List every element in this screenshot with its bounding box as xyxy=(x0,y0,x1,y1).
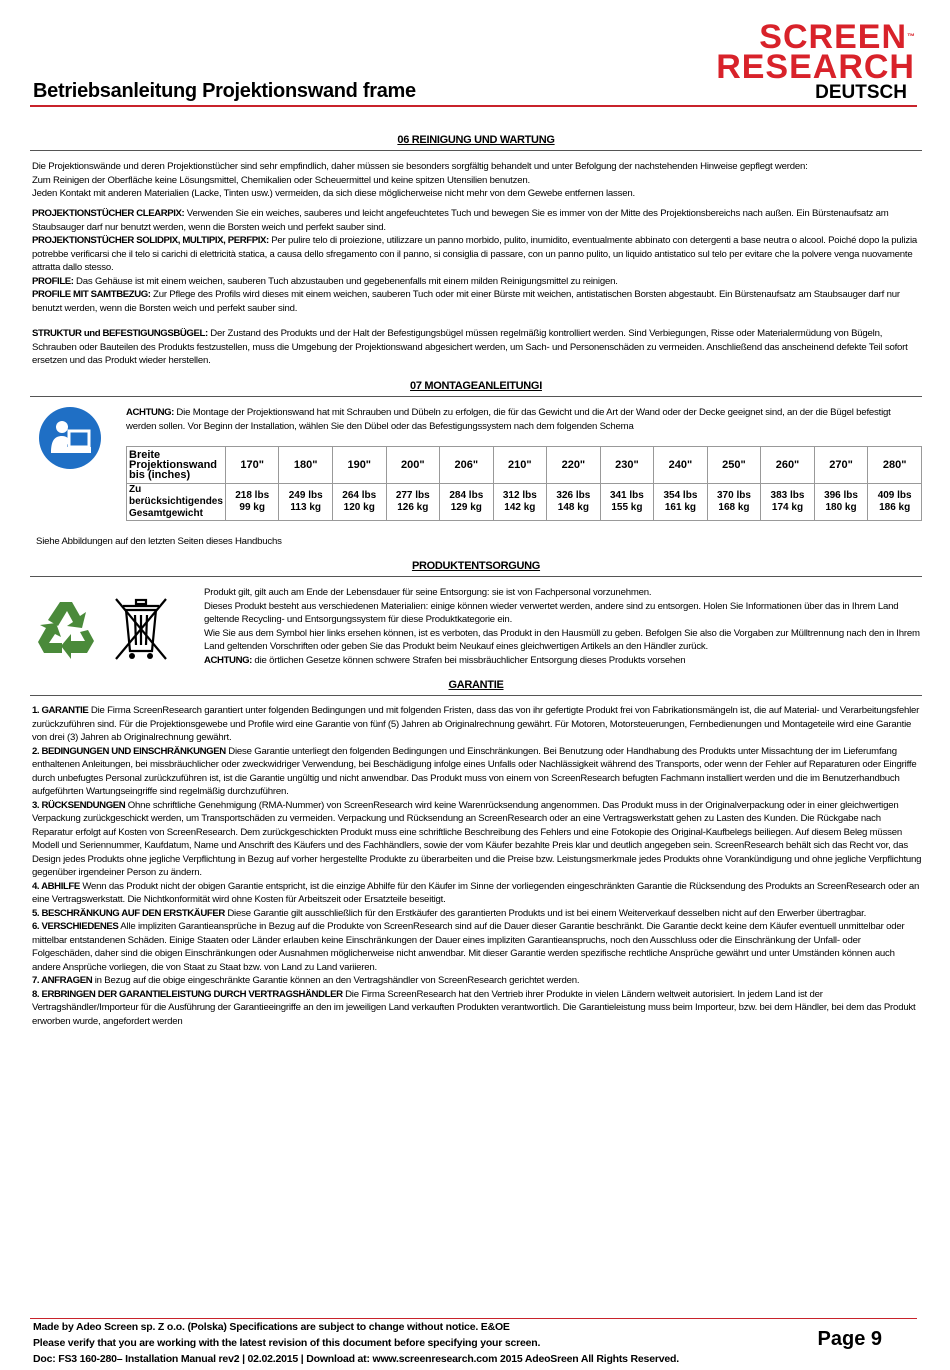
table-cell: 341 lbs 155 kg xyxy=(600,484,654,521)
illustrations-note: Siehe Abbildungen auf den letzten Seiten dieses Handbuchs xyxy=(36,536,282,547)
disposal-line: Dieses Produkt besteht aus verschiedenen Materialien: einige können wieder verwertet werden, andere sind zu entsorgen. Holen Sie Informationen über das in Ihrem Land geltende Recycling- und Entsorgungssystem für diese Produktkategorie ein. xyxy=(204,600,899,625)
table-cell: 370 lbs 168 kg xyxy=(707,484,761,521)
table-cell: 277 lbs 126 kg xyxy=(386,484,440,521)
paragraph-structure: STRUKTUR und BEFESTIGUNGSBÜGEL: Der Zustand des Produkts und der Halt der Befestigungsbügel müssen regelmäßig kontrolliert werden. Sind Verbiegungen, Risse oder Materialermüdung von Bügeln, Schrauben oder Bauteilen des Produkts festzustellen, muss die Umgebung der Projektionswand abgesichert werden, um Sach- und Personenschäden zu vermeiden. Anschließend das anscheinend defekte Teil sofort ersetzen und das Produkt wieder herstellen. xyxy=(32,328,908,366)
table-cell: 326 lbs 148 kg xyxy=(547,484,601,521)
guarantee-item: 2. BEDINGUNGEN UND EINSCHRÄNKUNGEN Diese Garantie unterliegt den folgenden Bedingungen und Einschränkungen. Bei Benutzung oder Handhabung des Produkts unter Missachtung der im Lieferumfang enthaltenen Anleitungen, bei missbräuchlicher oder zweckwidriger Verwendung, bei Beschädigung infolge eines Unfalls oder Nachlässigkeit während des Transports, oder wenn der Fehler auf Reparaturen oder Eingriffe durch unbefugtes Personal zurückzuführen ist, ist die Garantie ungültig und nicht anwendbar. Das Produkt muss von einem von ScreenResearch befugten Fachmann installiert werden und die im Benutzerhandbuch aufgeführten Wartungseingriffe sind regelmäßig durchzuführen. xyxy=(32,745,917,797)
guarantee-item: 1. GARANTIE Die Firma ScreenResearch garantiert unter folgenden Bedingungen und mit folgenden Fristen, dass das von ihr gefertigte Produkt frei von Fabrikationsmängeln ist, die auf Material- und Verarbeitungsfehler zurückzuführen sind. Für die Projektionsgewebe und Profile wird eine Garantie von fünf (5) Jahren ab Originalrechnung gewährt. Für Motoren, Motorsteuerungen, Fernbedienungen und Montageteile wird eine Garantie von drei (3) Jahren ab Originalrechnung gewährt. xyxy=(32,705,920,743)
table-cell: 409 lbs 186 kg xyxy=(868,484,922,521)
table-cell: 396 lbs 180 kg xyxy=(814,484,868,521)
paragraph-solidpix: PROJEKTIONSTÜCHER SOLIDPIX, MULTIPIX, PERFPIX: Per pulire telo di proiezione, utilizzare un panno morbido, pulito, inumidito, eventualmente abbinato con detergenti a base neutra o alcool. Poiché dopo la pulizia potrebbe verificarsi che il telo si carichi di elettricità statica, a causa dello sfregamento con il panno, si consiglia di passare, con un panno pulito, un liquido antistatico sul telo per evitare che la polvere venga nuovamente attratta dallo stesso. xyxy=(32,235,918,273)
table-cell: 240" xyxy=(654,447,708,484)
disposal-text xyxy=(204,586,922,667)
table-cell: 230" xyxy=(600,447,654,484)
section-title-mounting: 07 MONTAGEANLEITUNGI xyxy=(410,380,542,392)
document-title: Betriebsanleitung Projektionswand frame xyxy=(33,80,416,102)
cleaning-intro xyxy=(32,160,922,201)
section-title-guarantee: GARANTIE xyxy=(448,679,504,691)
guarantee-item: 6. VERSCHIEDENES Alle impliziten Garantieansprüche in Bezug auf die Produkte von ScreenResearch sind auf die Dauer dieser Garantie beschränkt. Die Garantie deckt keine dem Käufer eventuell unmittelbar oder mittelbar entstandenen Schäden. Einige Staaten oder Länder erlauben keine Einschränkungen der Dauer eines impliziten Garantieanspruchs, noch den Ausschluss oder die Einschränkung der Unfall- oder Folgeschäden, daher sind die obigen Einschränkungen oder Ausnahmen möglicherweise nicht anwendbar. Mit dieser Garantie werden spezifische rechtliche Ansprüche gewährt und unter Umständen können auch andere Ansprüche vorliegen, die von Staat zu Staat bzw. von Land zu Land variieren. xyxy=(32,921,905,973)
intro-line: Die Projektionswände und deren Projektionstücher sind sehr empfindlich, daher müssen sie besonders sorgfältig behandelt und unter Befolgung der nachstehenden Hinweise gepflegt werden: xyxy=(32,161,808,172)
weight-table-wrapper xyxy=(126,446,922,521)
table-cell: 312 lbs 142 kg xyxy=(493,484,547,521)
mounting-warning: ACHTUNG: Die Montage der Projektionswand hat mit Schrauben und Dübeln zu erfolgen, die für das Gewicht und die Art der Wand oder der Decke geeignet sind, an der die Bügel befestigt werden sollen. Vor Beginn der Installation, wählen Sie den Dübel oder das Befestigungssystem nach dem folgenden Schema xyxy=(126,407,891,432)
table-row-widths xyxy=(127,447,922,484)
cleaning-paragraphs xyxy=(32,207,922,368)
table-cell: 264 lbs 120 kg xyxy=(332,484,386,521)
intro-line: Jeden Kontakt mit anderen Materialien (Lacke, Tinten usw.) vermeiden, da sich diese möglicherweise nicht mehr von dem Gewebe entfernen lassen. xyxy=(32,188,635,199)
page-number: Page 9 xyxy=(817,1328,882,1350)
brand-line1: SCREEN™ xyxy=(759,18,915,56)
table-cell: 206" xyxy=(440,447,494,484)
guarantee-item: 3. RÜCKSENDUNGEN Ohne schriftliche Genehmigung (RMA-Nummer) von ScreenResearch wird keine Warenrücksendung angenommen. Das Produkt muss in der Originalverpackung oder in einer gleichwertigen Verpackung zurückgeschickt werden, um Transportschäden zu vermeiden. Verpackung und Rücksendung an ScreenResearch oder an eine Vertragswerkstatt gehen zu Lasten des Kunden. Die Rückgabe nach Reparatur erfolgt auf Kosten von ScreenResearch. Dem zurückgeschickten Produkt muss eine schriftliche Beschreibung des Fehlers und eine Fotokopie des Original-Kaufbelegs beiliegen. Auf diesem Beleg müssen Modell und Seriennummer, Kaufdatum, Name und Anschrift des Käufers und des Fachhändlers, sowie der vom Käufer bezahlte Preis klar und deutlich angegeben sein. ScreenResearch behält sich das Recht vor, das Design jedes Produkts ohne jegliche Verpflichtung in Bezug auf vorher hergestellte Produkte zu überarbeiten und die Preise bzw. Leistungsmerkmale jedes Produkts ohne Vorankündigung und ohne jegliche Verpflichtung gegenüber irgendeiner Person zu ändern. xyxy=(32,799,922,878)
brand-line2: RESEARCH xyxy=(716,48,915,86)
table-cell: 180" xyxy=(279,447,333,484)
guarantee-item: 5. BESCHRÄNKUNG AUF DEN ERSTKÄUFER Diese Garantie gilt ausschließlich für den Erstkäufer des garantierten Produkts und ist bei einem Weiterverkauf desselben nicht auf den Erwerber übertragbar. xyxy=(32,907,867,919)
section-rule xyxy=(30,150,922,151)
section-rule xyxy=(30,695,922,696)
header-divider xyxy=(30,105,917,107)
footer-line-2: Please verify that you are working with the latest revision of this document before specifying your screen. xyxy=(33,1337,541,1349)
paragraph-profile-velvet: PROFILE MIT SAMTBEZUG: Zur Pflege des Profils wird dieses mit einem weichen, sauberen Tuch oder mit einer Bürste mit weichen, antistatischen Borsten abgestaubt. Ein Bürstenaufsatz am Staubsauger darf nur benutzt werden, wenn die Borsten weich und perfekt sauber sind. xyxy=(32,289,900,314)
table-cell: 200" xyxy=(386,447,440,484)
disposal-warning: ACHTUNG: die örtlichen Gesetze können schwere Strafen bei missbräuchlicher Entsorgung dieses Produkts vorsehen xyxy=(204,654,686,666)
paragraph-profile: PROFILE: Das Gehäuse ist mit einem weichen, sauberen Tuch abzustauben und gegebenenfalls mit einem milden Reinigungsmittel zu reinigen. xyxy=(32,275,618,287)
weight-table xyxy=(126,446,922,521)
disposal-line: Wie Sie aus dem Symbol hier links ersehen können, ist es verboten, das Produkt in den Hausmüll zu geben. Befolgen Sie also die Vorgaben zur Mülltrennung nach den in Ihrem Land geltenden Vorschriften oder geben Sie das Produkt beim Neukauf eines gleichwertigen Artikels an den Händler zurück. xyxy=(204,627,920,652)
guarantee-text xyxy=(32,704,922,1028)
guarantee-item: 4. ABHILFE Wenn das Produkt nicht der obigen Garantie entspricht, ist die einzige Abhilfe für den Käufer im Sinne der vorliegenden eingeschränkten Garantie die Rücksendung des Produkts an ScreenResearch oder an eine Vertragswerkstatt. Die Nichtkonformität wird ohne Kosten für Arbeitszeit oder Ersatzteile beseitigt. xyxy=(32,880,920,905)
table-cell: 354 lbs 161 kg xyxy=(654,484,708,521)
disposal-line: Produkt gilt, gilt auch am Ende der Lebensdauer für seine Entsorgung: sie ist von Fachpersonal vorzunehmen. xyxy=(204,587,652,598)
brand-logo xyxy=(640,18,915,86)
table-cell: 270" xyxy=(814,447,868,484)
guarantee-item: 8. ERBRINGEN DER GARANTIELEISTUNG DURCH VERTRAGSHÄNDLER Die Firma ScreenResearch hat den Vertrieb ihrer Produkte in vielen Ländern weltweit autorisiert. In jedem Land ist der Vertragshändler/Importeur für die Ausführung der Garantieeingriffe an den im jeweiligen Land verkauften Produkten verantwortlich. Die Garantieleistung muss beim Importeur, bzw. bei dem Händler, bei dem das Produkt erworben wurde, angefordert werden xyxy=(32,988,916,1027)
table-cell: 218 lbs 99 kg xyxy=(225,484,279,521)
section-rule xyxy=(30,576,922,577)
footer-divider xyxy=(30,1318,917,1319)
no-household-waste-icon xyxy=(112,595,170,665)
table-cell: 250" xyxy=(707,447,761,484)
read-manual-icon xyxy=(38,406,102,470)
intro-line: Zum Reinigen der Oberfläche keine Lösungsmittel, Chemikalien oder Scheuermittel und keine spitzen Utensilien benutzen. xyxy=(32,174,530,186)
table-cell: 190" xyxy=(332,447,386,484)
footer-line-1: Made by Adeo Screen sp. Z o.o. (Polska) Specifications are subject to change without notice. E&OE xyxy=(33,1321,510,1333)
language-label: DEUTSCH xyxy=(815,82,907,103)
guarantee-item: 7. ANFRAGEN in Bezug auf die obige eingeschränkte Garantie können an den Vertragshändler von ScreenResearch gerichtet werden. xyxy=(32,975,580,986)
section-rule xyxy=(30,396,922,397)
table-cell: 210" xyxy=(493,447,547,484)
table-cell: 260" xyxy=(761,447,815,484)
row-header-weight: Zu berücksichtigendes Gesamtgewicht xyxy=(127,484,226,521)
row-header-width: Breite Projektionswand bis (inches) xyxy=(127,447,226,484)
section-title-cleaning: 06 REINIGUNG UND WARTUNG xyxy=(397,134,555,146)
table-cell: 284 lbs 129 kg xyxy=(440,484,494,521)
table-cell: 220" xyxy=(547,447,601,484)
recycle-icon xyxy=(34,596,98,660)
table-cell: 249 lbs 113 kg xyxy=(279,484,333,521)
footer-line-3: Doc: FS3 160-280– Installation Manual rev2 | 02.02.2015 | Download at: www.screenresearch.com 2015 AdeoSreen All Rights Reserved. xyxy=(33,1353,679,1365)
section-title-disposal: PRODUKTENTSORGUNG xyxy=(411,560,541,572)
table-cell: 280" xyxy=(868,447,922,484)
paragraph-clearpix: PROJEKTIONSTÜCHER CLEARPIX: Verwenden Sie ein weiches, sauberes und leicht angefeuchtetes Tuch und bewegen Sie es immer von der Mitte des Projektionsbereichs nach außen. Ein Bürstenaufsatz am Staubsauger darf nur benutzt werden, wenn die Borsten weich und perfekt sauber sind. xyxy=(32,208,889,233)
table-cell: 383 lbs 174 kg xyxy=(761,484,815,521)
table-cell: 170" xyxy=(225,447,279,484)
table-row-weights xyxy=(127,484,922,521)
